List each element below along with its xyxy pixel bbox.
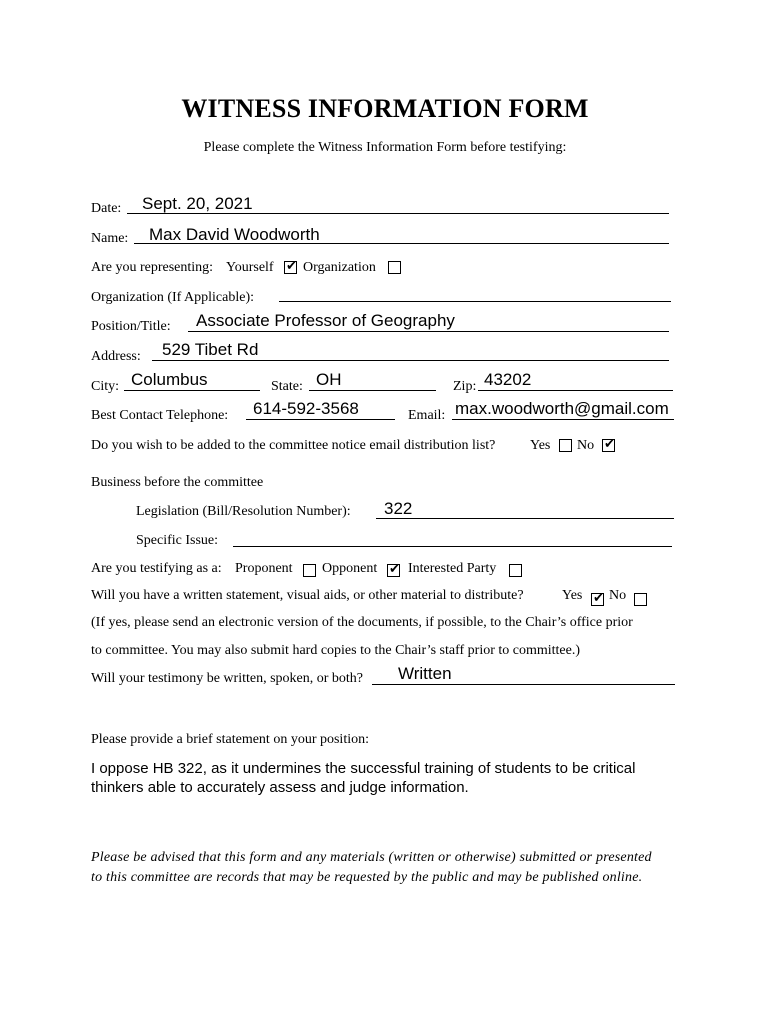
- interested-party-label: Interested Party: [408, 561, 497, 576]
- checkmark-icon: ✔: [389, 562, 400, 577]
- statement-prompt: Please provide a brief statement on your position:: [91, 732, 369, 747]
- telephone-value[interactable]: 614-592-3568: [253, 399, 359, 418]
- proponent-label: Proponent: [235, 561, 293, 576]
- statement-line-2[interactable]: thinkers able to accurately assess and judge information.: [91, 779, 469, 796]
- form-title: WITNESS INFORMATION FORM: [181, 94, 589, 123]
- notice-list-no-checkbox[interactable]: [602, 439, 615, 452]
- telephone-label: Best Contact Telephone:: [91, 408, 229, 423]
- zip-field-line[interactable]: [478, 390, 673, 391]
- email-label: Email:: [408, 408, 446, 423]
- interested-party-checkbox[interactable]: [509, 564, 522, 577]
- state-field-line[interactable]: [309, 390, 436, 391]
- zip-value[interactable]: 43202: [484, 370, 532, 389]
- notice-list-no-label: No: [577, 438, 595, 453]
- address-value[interactable]: 529 Tibet Rd: [162, 340, 259, 359]
- testimony-type-field-line[interactable]: [372, 684, 675, 685]
- date-value[interactable]: Sept. 20, 2021: [142, 194, 253, 213]
- form-subtitle: Please complete the Witness Information Form before testifying:: [203, 140, 567, 155]
- instructions-line-2: to committee. You may also submit hard copies to the Chair’s staff prior to committee.): [91, 643, 581, 658]
- city-field-line[interactable]: [124, 390, 260, 391]
- written-statement-question: Will you have a written statement, visual aids, or other material to distribute?: [91, 588, 524, 603]
- city-value[interactable]: Columbus: [131, 370, 208, 389]
- representing-question: Are you representing:: [91, 260, 214, 275]
- specific-issue-field-line[interactable]: [233, 546, 672, 547]
- public-records-notice-line-2: to this committee are records that may be requested by the public and may be published online.: [91, 870, 643, 885]
- organization-field-line[interactable]: [279, 301, 671, 302]
- legislation-label: Legislation (Bill/Resolution Number):: [136, 504, 351, 519]
- yourself-label: Yourself: [226, 260, 274, 275]
- opponent-label: Opponent: [322, 561, 378, 576]
- checkmark-icon: ✔: [593, 591, 604, 606]
- state-value[interactable]: OH: [316, 370, 342, 389]
- state-label: State:: [271, 379, 303, 394]
- testimony-type-value[interactable]: Written: [398, 664, 452, 683]
- testimony-type-label: Will your testimony be written, spoken, or both?: [91, 671, 364, 686]
- notice-list-question: Do you wish to be added to the committee notice email distribution list?: [91, 438, 496, 453]
- zip-label: Zip:: [453, 379, 477, 394]
- written-statement-no-label: No: [609, 588, 627, 603]
- organization-option-label: Organization: [303, 260, 376, 275]
- position-title-value[interactable]: Associate Professor of Geography: [196, 311, 455, 330]
- position-title-field-line[interactable]: [188, 331, 669, 332]
- email-field-line[interactable]: [452, 419, 674, 420]
- opponent-checkbox[interactable]: [387, 564, 400, 577]
- city-label: City:: [91, 379, 120, 394]
- yourself-checkbox[interactable]: [284, 261, 297, 274]
- business-heading: Business before the committee: [91, 475, 264, 490]
- organization-checkbox[interactable]: [388, 261, 401, 274]
- address-label: Address:: [91, 349, 141, 364]
- public-records-notice-line-1: Please be advised that this form and any materials (written or otherwise) submitted or presented: [91, 850, 652, 865]
- name-value[interactable]: Max David Woodworth: [149, 225, 320, 244]
- legislation-field-line[interactable]: [376, 518, 674, 519]
- written-statement-no-checkbox[interactable]: [634, 593, 647, 606]
- checkmark-icon: ✔: [286, 259, 297, 274]
- notice-list-yes-checkbox[interactable]: [559, 439, 572, 452]
- specific-issue-label: Specific Issue:: [136, 533, 219, 548]
- telephone-field-line[interactable]: [246, 419, 395, 420]
- statement-line-1[interactable]: I oppose HB 322, as it undermines the successful training of students to be critical: [91, 760, 636, 777]
- written-statement-yes-checkbox[interactable]: [591, 593, 604, 606]
- position-title-label: Position/Title:: [91, 319, 171, 334]
- name-label: Name:: [91, 231, 129, 246]
- instructions-line-1: (If yes, please send an electronic version of the documents, if possible, to the Chair’s office prior: [91, 615, 633, 630]
- organization-label: Organization (If Applicable):: [91, 290, 255, 305]
- email-value[interactable]: max.woodworth@gmail.com: [455, 399, 669, 418]
- checkmark-icon: ✔: [604, 437, 615, 452]
- testifying-question: Are you testifying as a:: [91, 561, 222, 576]
- legislation-value[interactable]: 322: [384, 499, 413, 518]
- notice-list-yes-label: Yes: [530, 438, 551, 453]
- written-statement-yes-label: Yes: [562, 588, 583, 603]
- date-label: Date:: [91, 201, 122, 216]
- proponent-checkbox[interactable]: [303, 564, 316, 577]
- address-field-line[interactable]: [152, 360, 669, 361]
